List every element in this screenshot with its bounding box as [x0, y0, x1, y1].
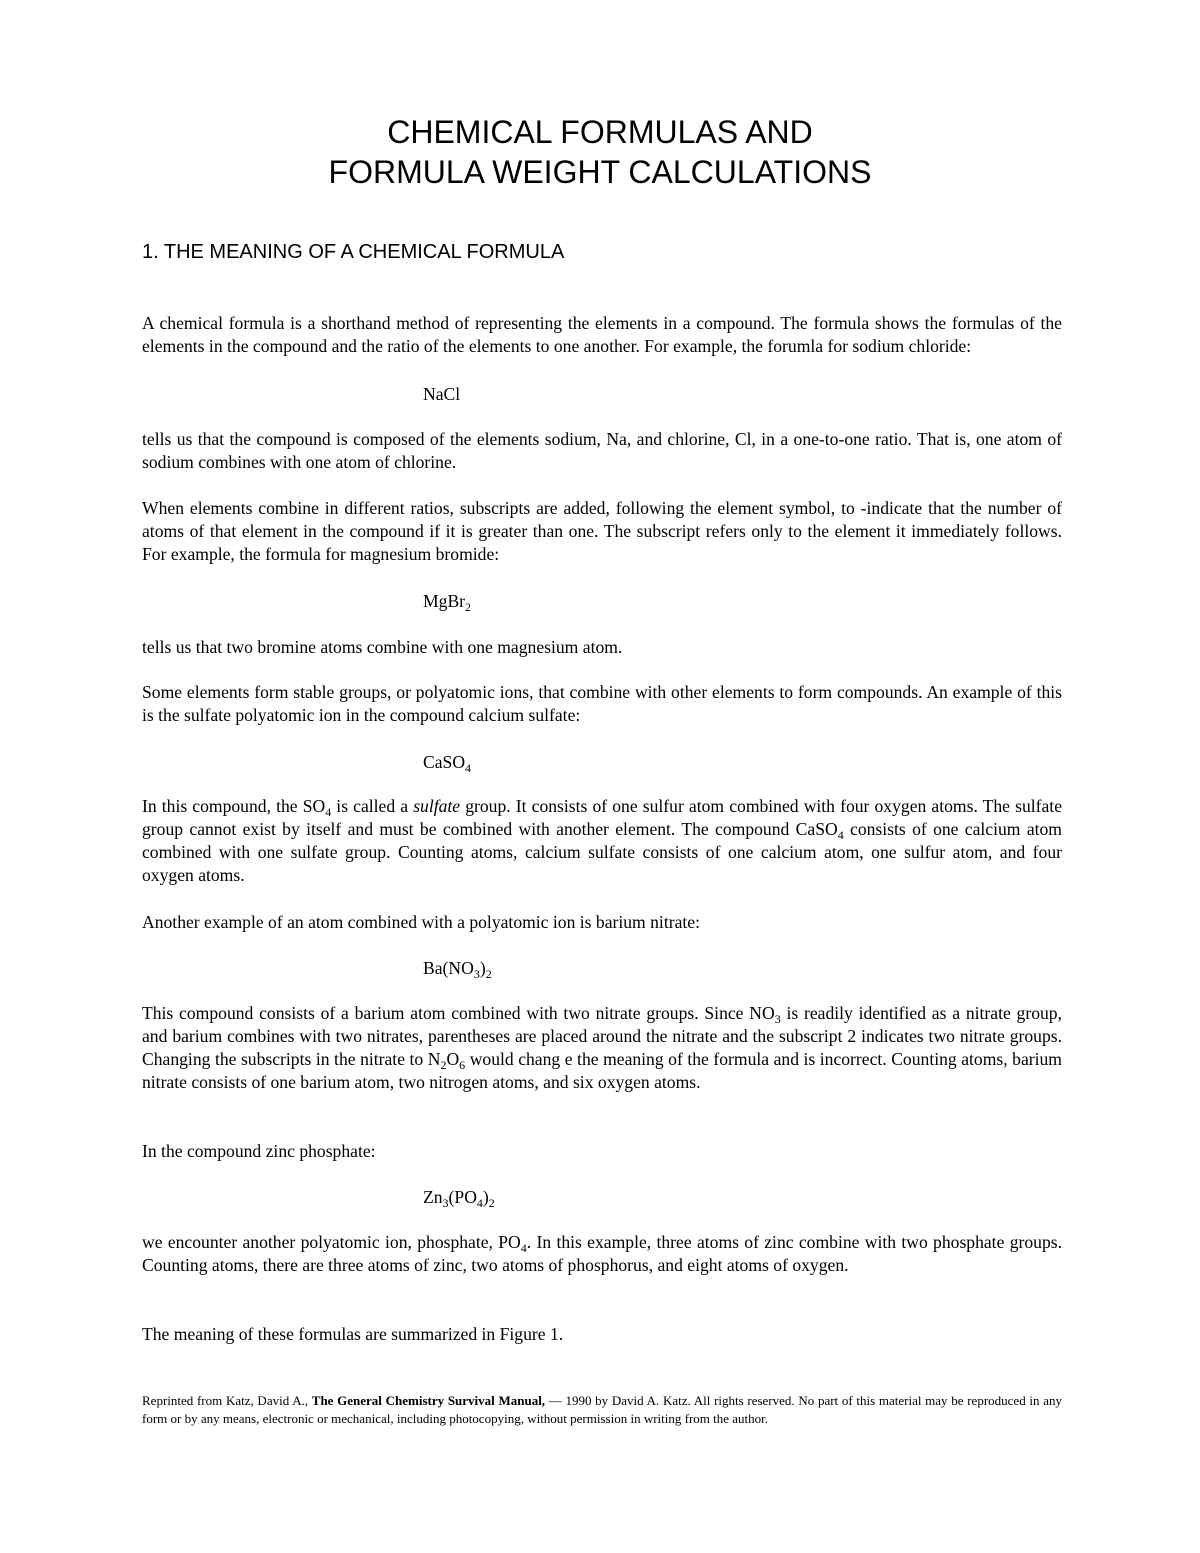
- paragraph-subscripts: When elements combine in different ratios, subscripts are added, following the element symbol, to -indicate that the number of atoms of that element in the compound if it is greater than one. The subscript refers only to the element it immediately follows. For example, the formula for magnesium bromide:: [142, 498, 1062, 564]
- paragraph-nacl-explanation: tells us that the compound is composed of the elements sodium, Na, and chlorine, Cl, in a one-to-one ratio. That is, one atom of sodium combines with one atom of chlorine.: [142, 429, 1062, 472]
- formula-nacl: NaCl: [423, 384, 461, 404]
- paragraph-summary: The meaning of these formulas are summarized in Figure 1.: [142, 1324, 564, 1344]
- paragraph-nitrate: This compound consists of a barium atom combined with two nitrate groups. Since $NO_3$ is readily identified as a nitrate group, and barium combines with two nitrates, parentheses are placed around the nitrate and the subscript 2 indicates two nitrate groups. Changing the subscripts in the nitrate to $N_2O_6$ would chang e the meaning of the formula and is incorrect. Counting atoms, barium nitrate consists of one barium atom, two nitrogen atoms, and six oxygen atoms.: [142, 1003, 1062, 1092]
- formula-ba-no3-2: $Ba(NO_3)_2$: [423, 958, 492, 981]
- paragraph-intro: A chemical formula is a shorthand method of representing the elements in a compound. The formula shows the formulas of the elements in the compound and the ratio of the elements to one another. For example, the forumla for sodium chloride:: [142, 313, 1062, 356]
- title-line-2: FORMULA WEIGHT CALCULATIONS: [328, 154, 872, 190]
- section-heading: 1. THE MEANING OF A CHEMICAL FORMULA: [142, 241, 565, 263]
- reprint-footnote: Reprinted from Katz, David A., The General Chemistry Survival Manual, — 1990 by David A. Katz. All rights reserved. No part of this material may be reproduced in any form or by any means, electronic or mechanical, including photocopying, without permission in writing from the author.: [142, 1393, 1062, 1426]
- paragraph-phosphate: we encounter another polyatomic ion, phosphate, $PO_4$. In this example, three atoms of zinc combine with two phosphate groups. Counting atoms, there are three atoms of zinc, two atoms of phosphorus, and eight atoms of oxygen.: [142, 1232, 1062, 1275]
- formula-zn3-po4-2: $Zn_3(PO_4)_2$: [423, 1187, 495, 1210]
- formula-caso4: CaSO$_4$: [423, 752, 472, 775]
- paragraph-zinc-phosphate-intro: In the compound zinc phosphate:: [142, 1141, 376, 1161]
- paragraph-sulfate: In this compound, the $SO_4$ is called a sulfate group. It consists of one sulfur atom combined with four oxygen atoms. The sulfate group cannot exist by itself and must be combined with another element. The compound CaSO$_4$ consists of one calcium atom combined with one sulfate group. Counting atoms, calcium sulfate consists of one calcium atom, one sulfur atom, and four oxygen atoms.: [142, 796, 1063, 885]
- document-title: [0, 112, 1200, 192]
- formula-mgbr2: MgBr$_2$: [423, 591, 472, 614]
- title-line-1: CHEMICAL FORMULAS AND: [387, 114, 813, 150]
- paragraph-polyatomic: Some elements form stable groups, or polyatomic ions, that combine with other elements to form compounds. An example of this is the sulfate polyatomic ion in the compound calcium sulfate:: [142, 682, 1062, 725]
- paragraph-barium-nitrate-intro: Another example of an atom combined with a polyatomic ion is barium nitrate:: [142, 912, 700, 932]
- paragraph-mgbr2-explanation: tells us that two bromine atoms combine with one magnesium atom.: [142, 637, 623, 657]
